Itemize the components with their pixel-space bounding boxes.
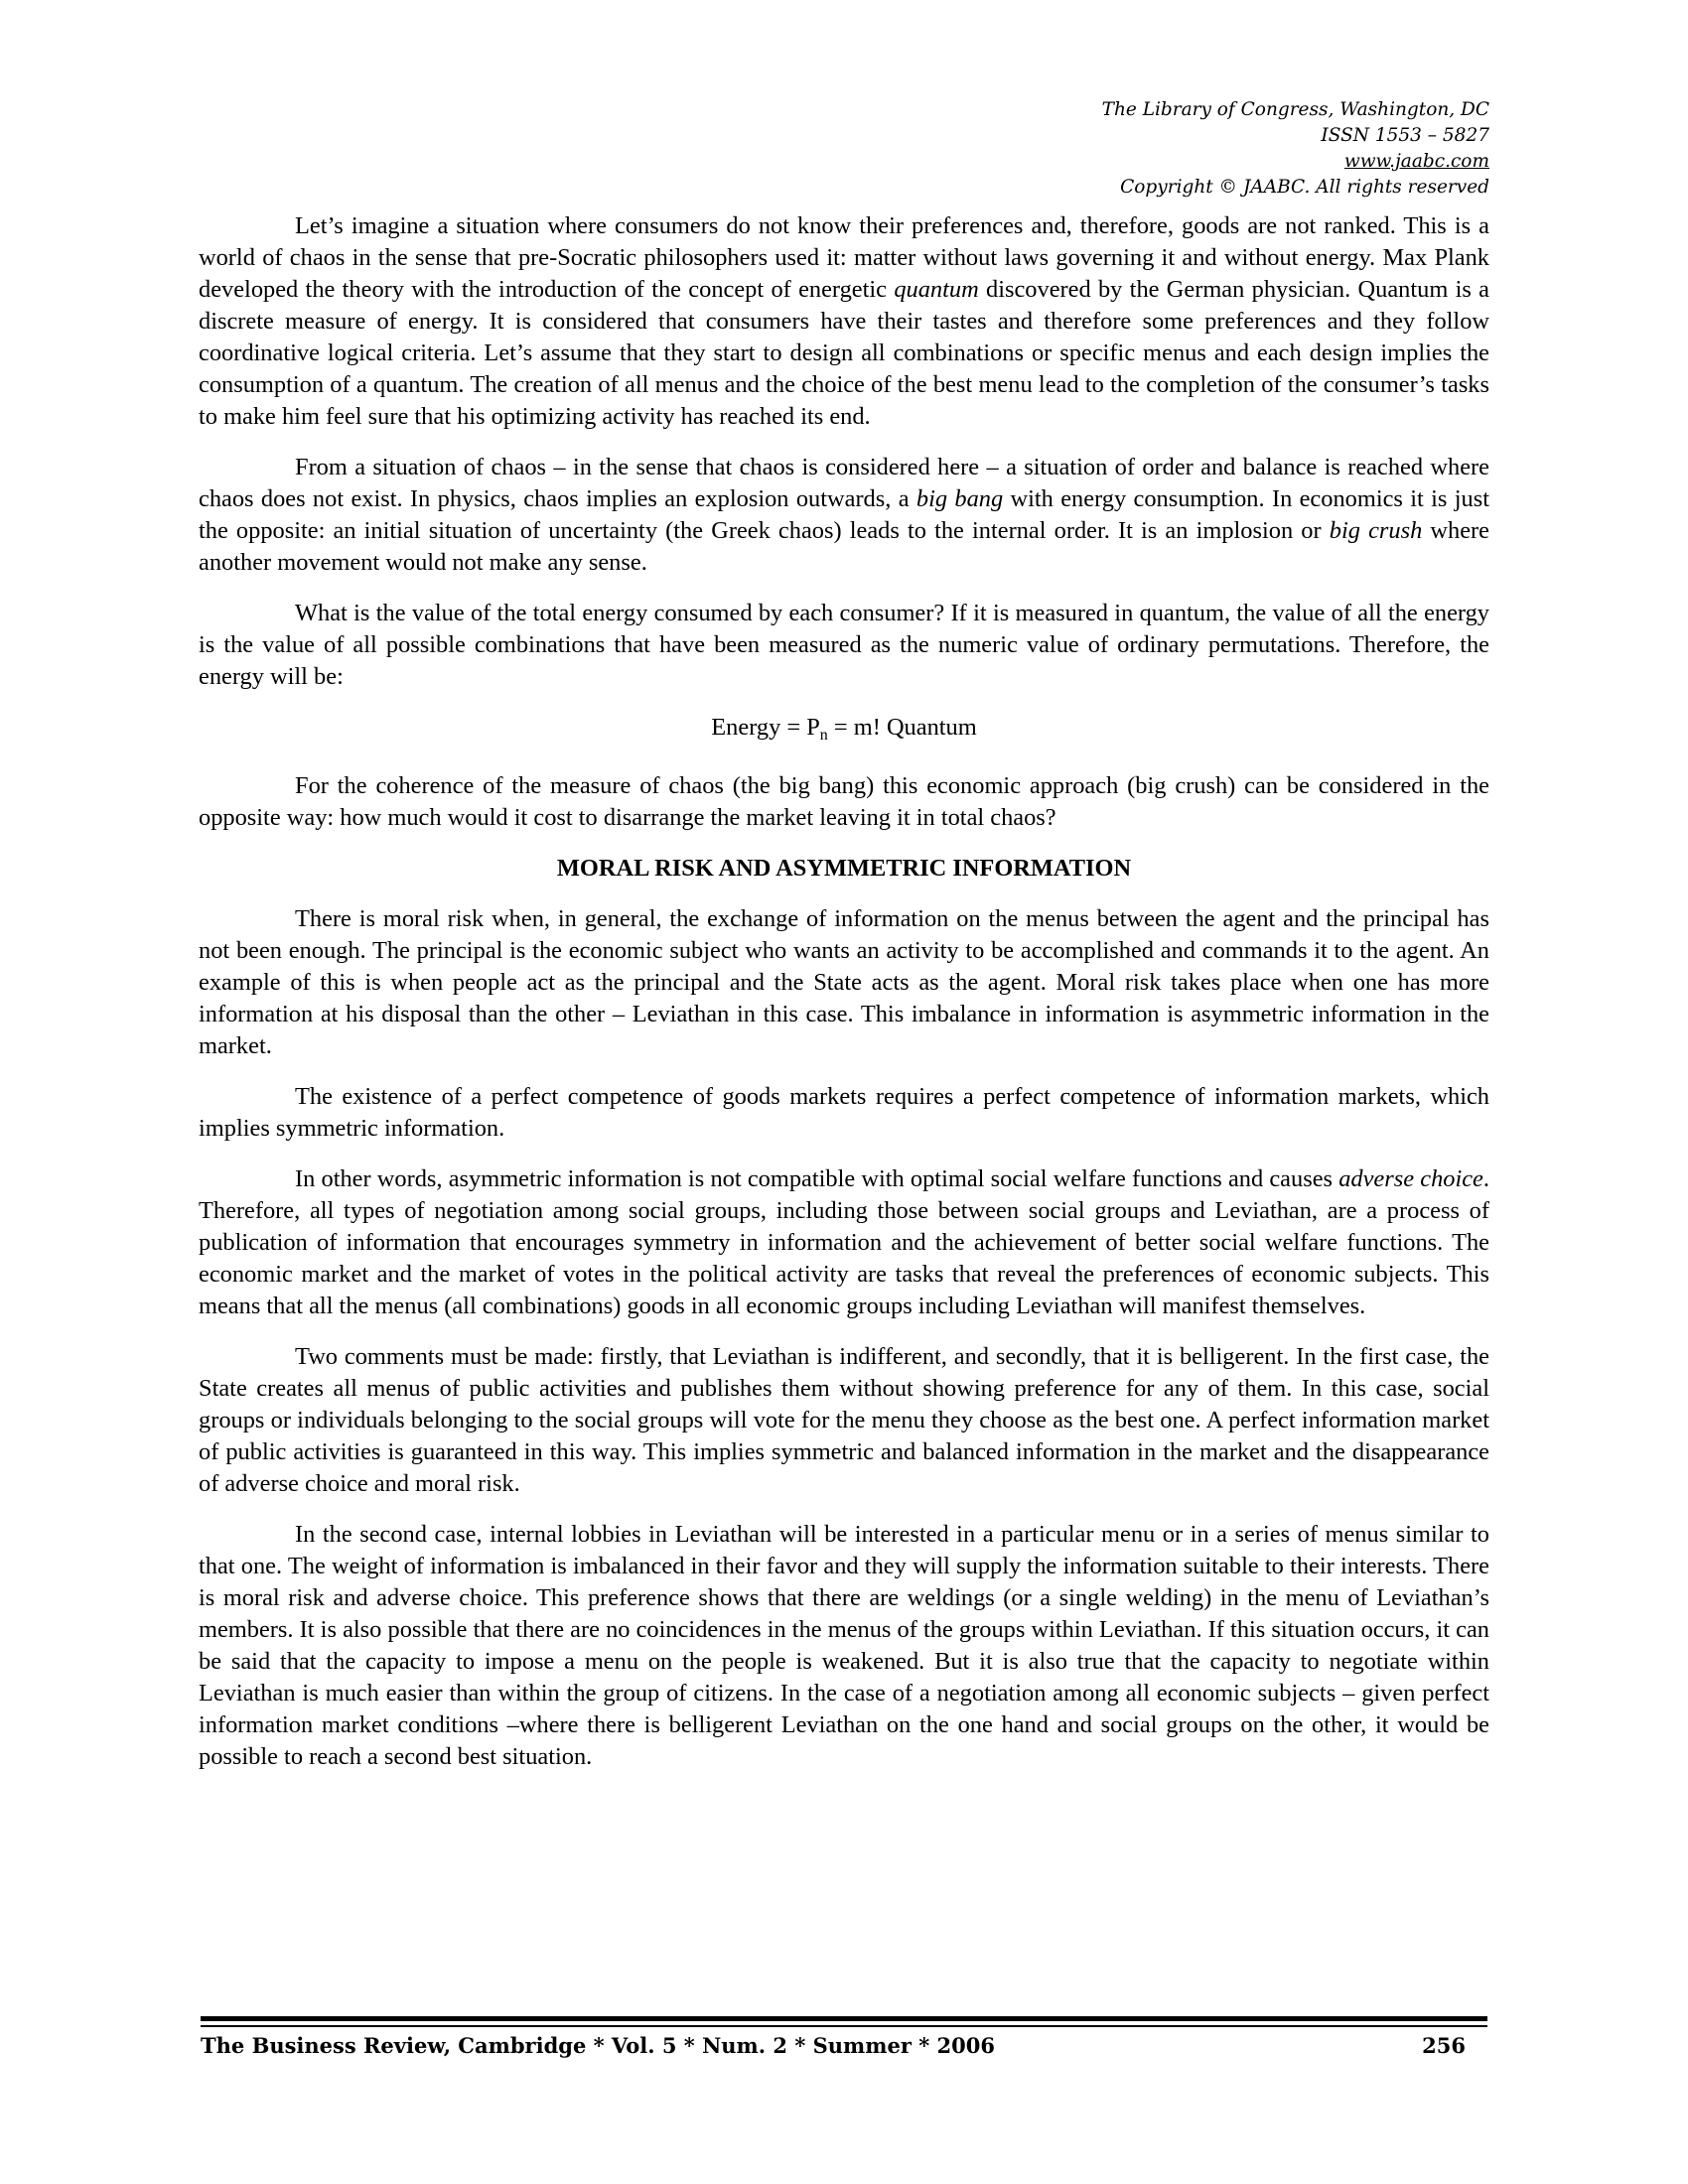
paragraph-2: From a situation of chaos – in the sense that chaos is considered here – a situation of order and balance is reached where chaos does not exist. In physics, chaos implies an explosion outwards, a big bang with energy consumption. In economics it is just the opposite: an initial situation of uncertainty (the Greek chaos) leads to the internal order. It is an implosion or big crush where another movement would not make any sense. (199, 454, 1490, 576)
header-library: The Library of Congress, Washington, DC (1101, 99, 1489, 120)
header-issn: ISSN 1553 – 5827 (1321, 125, 1489, 146)
paragraph-8: Two comments must be made: firstly, that Leviathan is indifferent, and secondly, that it is belligerent. In the first case, the State creates all menus of public activities and publishes them without showing preference for any of them. In this case, social groups or individuals belonging to the social groups will vote for the menu they choose as the best one. A perfect information market of public activities is guaranteed in this way. This implies symmetric and balanced information in the market and the disappearance of adverse choice and moral risk. (199, 1343, 1489, 1497)
paragraph-1: Let’s imagine a situation where consumers do not know their preferences and, therefore, goods are not ranked. This is a world of chaos in the sense that pre-Socratic philosophers used it: matter without laws governing it and without energy. Max Plank developed the theory with the introduction of the concept of energetic quantum discovered by the German physician. Quantum is a discrete measure of energy. It is considered that consumers have their tastes and therefore some preferences and they follow coordinative logical criteria. Let’s assume that they start to design all combinations or specific menus and each design implies the consumption of a quantum. The creation of all menus and the choice of the best menu lead to the completion of the consumer’s tasks to make him feel sure that his optimizing activity has reached its end. (199, 212, 1490, 430)
equation-subscript: n (819, 727, 828, 744)
emphasis-big-crush: big crush (1329, 517, 1423, 544)
paragraph-9: In the second case, internal lobbies in Leviathan will be interested in a particular menu or in a series of menus similar to that one. The weight of information is imbalanced in their favor and they will supply the information suitable to their interests. There is moral risk and adverse choice. This preference shows that there are weldings (or a single welding) in the menu of Leviathan’s members. It is also possible that there are no coincidences in the menus of the groups within Leviathan. If this situation occurs, it can be said that the capacity to impose a menu on the people is weakened. But it is also true that the capacity to negotiate within Leviathan is much easier than within the group of citizens. In the case of a negotiation among all economic subjects – given perfect information market conditions –where there is belligerent Leviathan on the one hand and social groups on the other, it would be possible to reach a second best situation. (199, 1521, 1489, 1770)
footer-journal: The Business Review, Cambridge * Vol. 5 * Num. 2 * Summer * 2006 (201, 2033, 995, 2058)
running-header (1102, 97, 1489, 201)
paragraph-4: For the coherence of the measure of chaos (the big bang) this economic approach (big crush) can be considered in the opposite way: how much would it cost to disarrange the market leaving it in total chaos? (199, 772, 1489, 831)
paragraph-5: There is moral risk when, in general, the exchange of information on the menus between the agent and the principal has not been enough. The principal is the economic subject who wants an activity to be accomplished and commands it to the agent. An example of this is when people act as the principal and the State acts as the agent. Moral risk takes place when one has more information at his disposal than the other – Leviathan in this case. This imbalance in information is asymmetric information in the market. (199, 905, 1489, 1059)
energy-equation: Energy = $P_n = m$! Quantum (711, 714, 977, 744)
header-copyright: Copyright © JAABC. All rights reserved (1120, 177, 1489, 198)
section-heading: MORAL RISK AND ASYMMETRIC INFORMATION (556, 855, 1132, 882)
emphasis-big-bang: big bang (915, 485, 1004, 512)
emphasis-adverse-choice: adverse choice (1338, 1165, 1483, 1192)
paragraph-7: In other words, asymmetric information is not compatible with optimal social welfare functions and causes adverse choice. Therefore, all types of negotiation among social groups, including those between social groups and Leviathan, are a process of publication of information that encourages symmetry in information and the achievement of better social welfare functions. The economic market and the market of votes in the political activity are tasks that reveal the preferences of economic subjects. This means that all the menus (all combinations) goods in all economic groups including Leviathan will manifest themselves. (199, 1165, 1489, 1319)
paragraph-3: What is the value of the total energy consumed by each consumer? If it is measured in quantum, the value of all the energy is the value of all possible combinations that have been measured as the numeric value of ordinary permutations. Therefore, the energy will be: (199, 600, 1489, 690)
header-website-link[interactable]: www.jaabc.com (1343, 151, 1489, 172)
footer-rule-thin (201, 2025, 1487, 2027)
footer-rule-thick (201, 2016, 1487, 2021)
emphasis-quantum: quantum (894, 276, 979, 303)
page-number: 256 (1422, 2033, 1466, 2058)
article-body (199, 210, 1489, 1792)
paragraph-6: The existence of a perfect competence of goods markets requires a perfect competence of information markets, which implies symmetric information. (199, 1083, 1489, 1142)
